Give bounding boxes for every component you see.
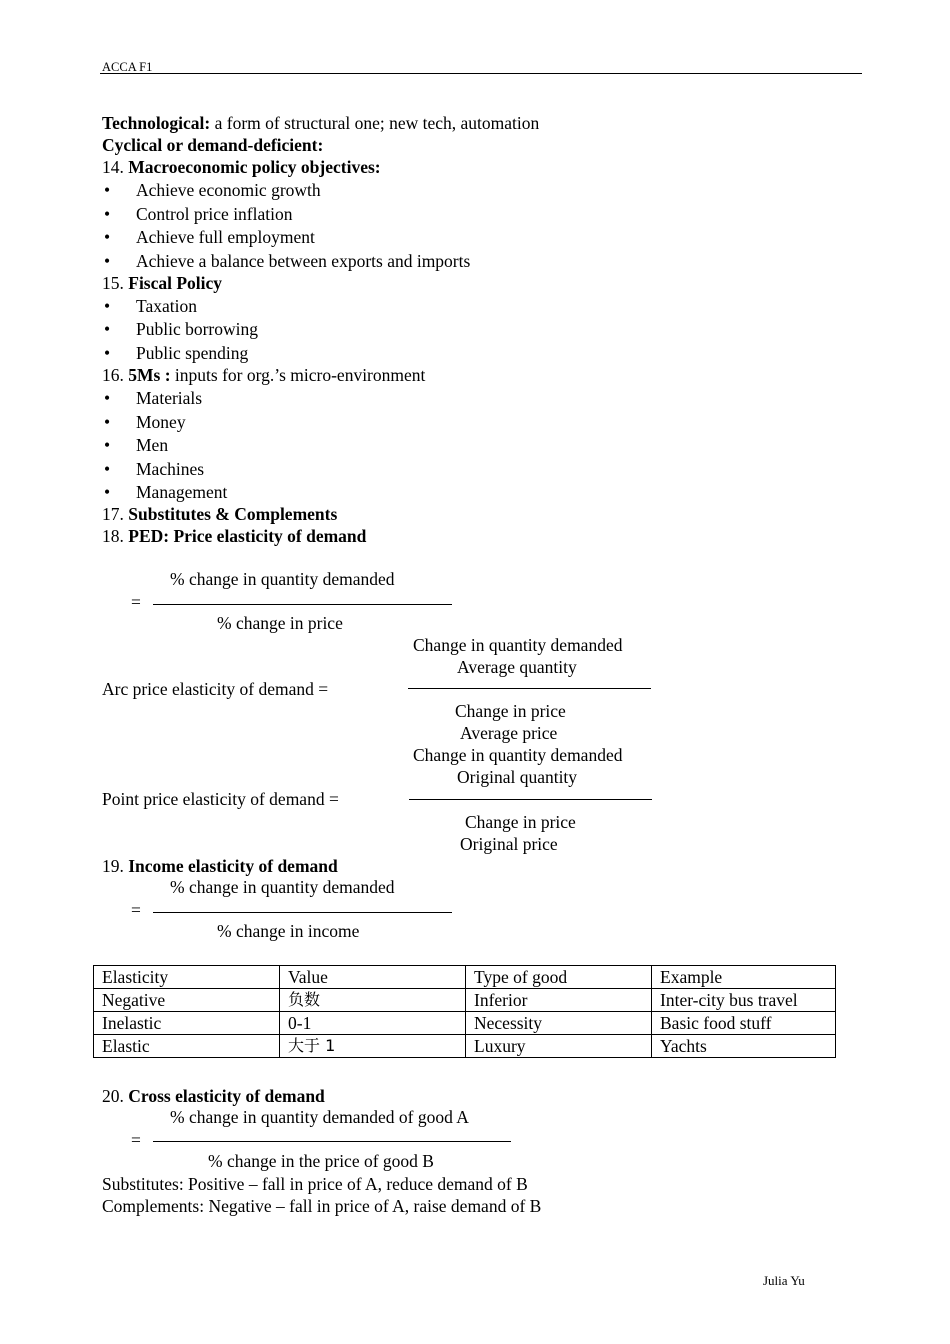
cross-fraction-bar: [153, 1141, 511, 1142]
ped-equals: =: [131, 592, 141, 612]
technological-line: [102, 112, 539, 134]
arc-denominator-2: Average price: [460, 723, 558, 743]
arc-numerator-2: Average quantity: [457, 657, 577, 677]
arc-numerator-1: Change in quantity demanded: [413, 635, 623, 655]
elasticity-table: [93, 965, 836, 1058]
substitutes-note: Substitutes: Positive – fall in price of A, reduce demand of B: [102, 1174, 528, 1194]
table-row: Elastic 大于 1 Luxury Yachts: [94, 1035, 836, 1058]
point-numerator-1: Change in quantity demanded: [413, 745, 623, 765]
ped-denominator: % change in price: [217, 613, 343, 633]
table-row: Negative 负数 Inferior Inter-city bus travel: [94, 989, 836, 1012]
table-header-row: Elasticity Value Type of good Example: [94, 966, 836, 989]
arc-denominator-1: Change in price: [455, 701, 566, 721]
income-equals: =: [131, 900, 141, 920]
income-denominator: % change in income: [217, 921, 360, 941]
section-17-heading: 17. Substitutes & Complements: [102, 504, 338, 524]
cyclical-line: Cyclical or demand-deficient:: [102, 135, 324, 155]
section-19-heading: 19. Income elasticity of demand: [102, 856, 338, 876]
point-denominator-2: Original price: [460, 834, 558, 854]
point-label: Point price elasticity of demand =: [102, 789, 339, 809]
section-20-heading: 20. Cross elasticity of demand: [102, 1086, 325, 1106]
table-row: Inelastic 0-1 Necessity Basic food stuff: [94, 1012, 836, 1035]
arc-label: Arc price elasticity of demand =: [102, 679, 329, 699]
section-15-heading: 15. Fiscal Policy: [102, 273, 223, 293]
cross-denominator: % change in the price of good B: [208, 1151, 434, 1171]
header-title: ACCA F1: [102, 60, 153, 74]
cross-numerator: % change in quantity demanded of good A: [170, 1107, 469, 1127]
header-rule: [100, 73, 862, 74]
section-16-heading: 16. 5Ms : inputs for org.’s micro-environment: [102, 365, 426, 385]
complements-note: Complements: Negative – fall in price of A, raise demand of B: [102, 1196, 542, 1216]
technological-label: Technological:: [102, 113, 211, 133]
arc-fraction-bar: [408, 688, 651, 689]
section-14-heading: 14. Macroeconomic policy objectives:: [102, 157, 381, 177]
point-fraction-bar: [409, 799, 652, 800]
point-denominator-1: Change in price: [465, 812, 576, 832]
section-18-heading: 18. PED: Price elasticity of demand: [102, 526, 367, 546]
footer-author: Julia Yu: [763, 1273, 805, 1288]
cross-equals: =: [131, 1130, 141, 1150]
income-numerator: % change in quantity demanded: [170, 877, 395, 897]
ped-fraction-bar: [153, 604, 452, 605]
ped-numerator: % change in quantity demanded: [170, 569, 395, 589]
point-numerator-2: Original quantity: [457, 767, 578, 787]
technological-text: a form of structural one; new tech, automation: [210, 113, 540, 133]
income-fraction-bar: [153, 912, 452, 913]
